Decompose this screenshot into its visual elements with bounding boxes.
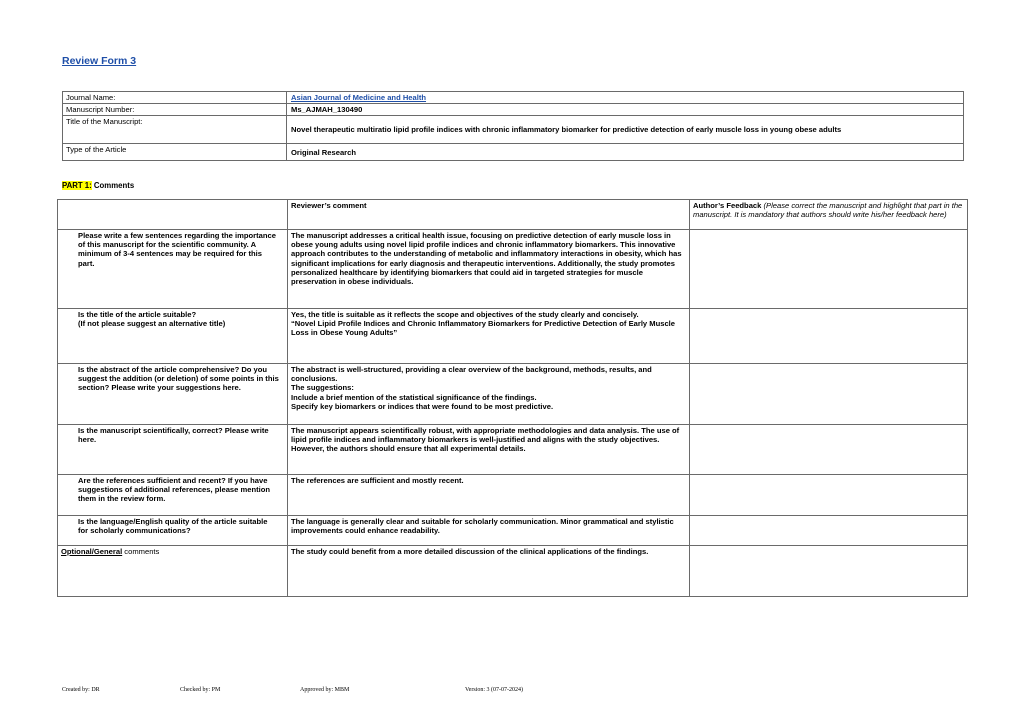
question-title-line2: (If not please suggest an alternative title)	[78, 319, 226, 329]
journal-link[interactable]: Asian Journal of Medicine and Health	[287, 92, 964, 104]
part1-suffix: Comments	[91, 181, 135, 190]
review-row-references	[58, 475, 968, 516]
question-optional	[58, 546, 288, 597]
title-value: Novel therapeutic multiratio lipid profile indices with chronic inflammatory biomarker for predictive detection of early muscle loss in young obese adults	[287, 116, 964, 144]
comment-abstract-line1: The abstract is well-structured, providing a clear overview of the background, methods, results, and conclusions.	[291, 365, 652, 384]
question-title-line1: Is the title of the article suitable?	[78, 310, 197, 319]
review-comments-table	[57, 199, 968, 597]
info-row-manuscript-number	[63, 104, 964, 116]
comment-abstract-line3: Include a brief mention of the statistical significance of the findings.	[291, 392, 537, 402]
info-row-title	[63, 116, 964, 144]
comment-title-line1: Yes, the title is suitable as it reflects the scope and objectives of the study clearly and concisely.	[291, 310, 639, 319]
review-row-optional	[58, 546, 968, 597]
review-row-title	[58, 309, 968, 364]
question-title	[58, 309, 288, 364]
manuscript-number-label: Manuscript Number:	[63, 104, 287, 116]
question-references: Are the references sufficient and recent? If you have suggestions of additional references, please mention them in the review form.	[58, 475, 288, 516]
form-title: Review Form 3	[62, 55, 137, 67]
comment-scientific: The manuscript appears scientifically robust, with appropriate methodologies and data analysis. The use of lipid profile indices and inflammatory biomarkers is well-justified and aligns with the study objectives. However, the authors should ensure that all experimental details.	[288, 425, 690, 475]
title-label: Title of the Manuscript:	[63, 116, 287, 144]
footer-checked-by: Checked by: PM	[180, 687, 221, 693]
optional-general-label: Optional/General	[61, 547, 123, 556]
header-author-feedback	[690, 200, 968, 230]
header-question-cell	[58, 200, 288, 230]
author-feedback-scientific[interactable]	[690, 425, 968, 475]
question-language: Is the language/English quality of the article suitable for scholarly communications?	[58, 516, 288, 546]
header-reviewer-comment: Reviewer’s comment	[288, 200, 690, 230]
comment-abstract-line2: The suggestions:	[291, 383, 354, 393]
author-feedback-optional[interactable]	[690, 546, 968, 597]
author-feedback-instructions: (Please correct the manuscript and highlight that part in the manuscript. It is mandatory that authors should write his/her feedback here)	[693, 201, 963, 220]
manuscript-number-value: Ms_AJMAH_130490	[287, 104, 964, 116]
comment-title	[288, 309, 690, 364]
comment-importance: The manuscript addresses a critical health issue, focusing on predictive detection of early muscle loss in obese young adults using novel lipid profile indices and chronic inflammatory biomarkers. This innovative approach contributes to the understanding of metabolic and inflammatory interactions in obesity, which has significant implications for early diagnosis and therapeutic interventions. Additionally, the study promotes personalized healthcare by identifying biomarkers that could aid in targeted strategies for muscle preservation in obese individuals.	[288, 230, 690, 309]
footer-version: Version: 3 (07-07-2024)	[465, 687, 523, 693]
part1-heading	[62, 181, 134, 190]
question-importance: Please write a few sentences regarding the importance of this manuscript for the scientific community. A minimum of 3-4 sentences may be required for this part.	[58, 230, 288, 309]
comment-references: The references are sufficient and mostly recent.	[288, 475, 690, 516]
footer-approved-by: Approved by: MBM	[300, 687, 350, 693]
info-row-journal	[63, 92, 964, 104]
info-row-type	[63, 144, 964, 161]
author-feedback-title-row[interactable]	[690, 309, 968, 364]
question-scientific: Is the manuscript scientifically, correct? Please write here.	[58, 425, 288, 475]
optional-comments-label: comments	[122, 547, 160, 556]
author-feedback-importance[interactable]	[690, 230, 968, 309]
footer-created-by: Created by: DR	[62, 687, 100, 693]
review-row-language	[58, 516, 968, 546]
review-header-row	[58, 200, 968, 230]
question-abstract: Is the abstract of the article comprehensive? Do you suggest the addition (or deletion) of some points in this section? Please write your suggestions here.	[58, 364, 288, 425]
review-row-importance	[58, 230, 968, 309]
journal-label: Journal Name:	[63, 92, 287, 104]
comment-abstract	[288, 364, 690, 425]
type-label: Type of the Article	[63, 144, 287, 161]
review-row-abstract	[58, 364, 968, 425]
author-feedback-references[interactable]	[690, 475, 968, 516]
comment-abstract-line4: Specify key biomarkers or indices that were found to be most predictive.	[291, 401, 554, 411]
comment-language: The language is generally clear and suitable for scholarly communication. Minor grammatical and stylistic improvements could enhance readability.	[288, 516, 690, 546]
review-row-scientific	[58, 425, 968, 475]
comment-title-suggestion: “Novel Lipid Profile Indices and Chronic Inflammatory Biomarkers for Predictive Detection of Early Muscle Loss in Obese Young Adults”	[291, 319, 676, 338]
author-feedback-abstract[interactable]	[690, 364, 968, 425]
author-feedback-title: Author’s Feedback	[693, 201, 762, 210]
author-feedback-language[interactable]	[690, 516, 968, 546]
comment-optional: The study could benefit from a more detailed discussion of the clinical applications of the findings.	[288, 546, 690, 597]
part1-label: PART 1:	[62, 181, 92, 190]
manuscript-info-table	[62, 91, 964, 161]
type-value: Original Research	[287, 144, 964, 161]
